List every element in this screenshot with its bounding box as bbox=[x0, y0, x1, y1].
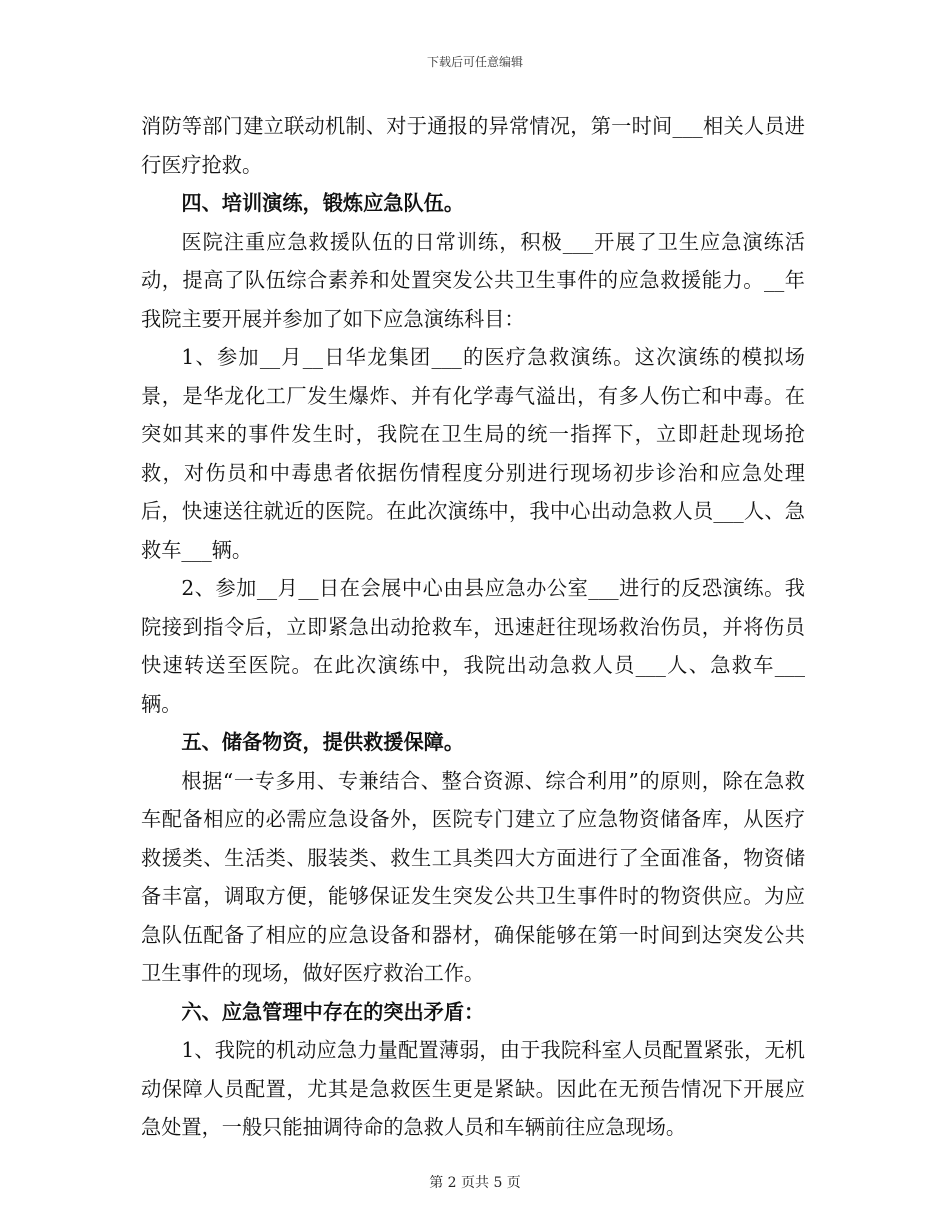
paragraph-issue-one: 1、我院的机动应急力量配置薄弱，由于我院科室人员配置紧张，无机动保障人员配置，尤其是急救医生更是紧缺。因此在无预告情况下开展应急处置，一般只能抽调待命的急救人员和车辆前往应急现场。 bbox=[141, 1038, 805, 1139]
paragraph-supplies: 根据“一专多用、专兼结合、整合资源、综合利用”的原则，除在急救车配备相应的必需应急设备外，医院专门建立了应急物资储备库，从医疗救援类、生活类、服装类、救生工具类四大方面进行了全面准备，物资储备丰富，调取方便，能够保证发生突发公共卫生事件时的物资供应。为应急队伍配备了相应的应急设备和器材，确保能够在第一时间到达突发公共卫生事件的现场，做好医疗救治工作。 bbox=[141, 768, 805, 985]
paragraph-drill-one: 1、参加__月__日华龙集团___的医疗急救演练。这次演练的模拟场景，是华龙化工厂发生爆炸、并有化学毒气溢出，有多人伤亡和中毒。在突如其来的事件发生时，我院在卫生局的统一指挥下，立即赶赴现场抢救，对伤员和中毒患者依据伤情程度分别进行现场初步诊治和应急处理后，快速送往就近的医院。在此次演练中，我中心出动急救人员___人、急救车___辆。 bbox=[141, 345, 805, 562]
page-header: 下载后可任意编辑 bbox=[426, 55, 523, 69]
paragraph-continuation: 消防等部门建立联动机制、对于通报的异常情况，第一时间___相关人员进行医疗抢救。 bbox=[141, 114, 805, 177]
document-body bbox=[141, 107, 805, 1147]
paragraph-training: 医院注重应急救援队伍的日常训练，积极___开展了卫生应急演练活动，提高了队伍综合素养和处置突发公共卫生事件的应急救援能力。__年我院主要开展并参加了如下应急演练科目： bbox=[141, 229, 805, 331]
paragraph-drill-two: 2、参加__月__日在会展中心由县应急办公室___进行的反恐演练。我院接到指令后，立即紧急出动抢救车，迅速赶往现场救治伤员，并将伤员快速转送至医院。在此次演练中，我院出动急救人员___人、急救车___辆。 bbox=[141, 576, 805, 716]
section-heading-four: 四、培训演练，锻炼应急队伍。 bbox=[181, 191, 465, 215]
section-heading-five: 五、储备物资，提供救援保障。 bbox=[181, 730, 465, 754]
page-footer: 第 2 页共 5 页 bbox=[429, 1175, 521, 1191]
section-heading-six: 六、应急管理中存在的突出矛盾： bbox=[181, 999, 485, 1024]
